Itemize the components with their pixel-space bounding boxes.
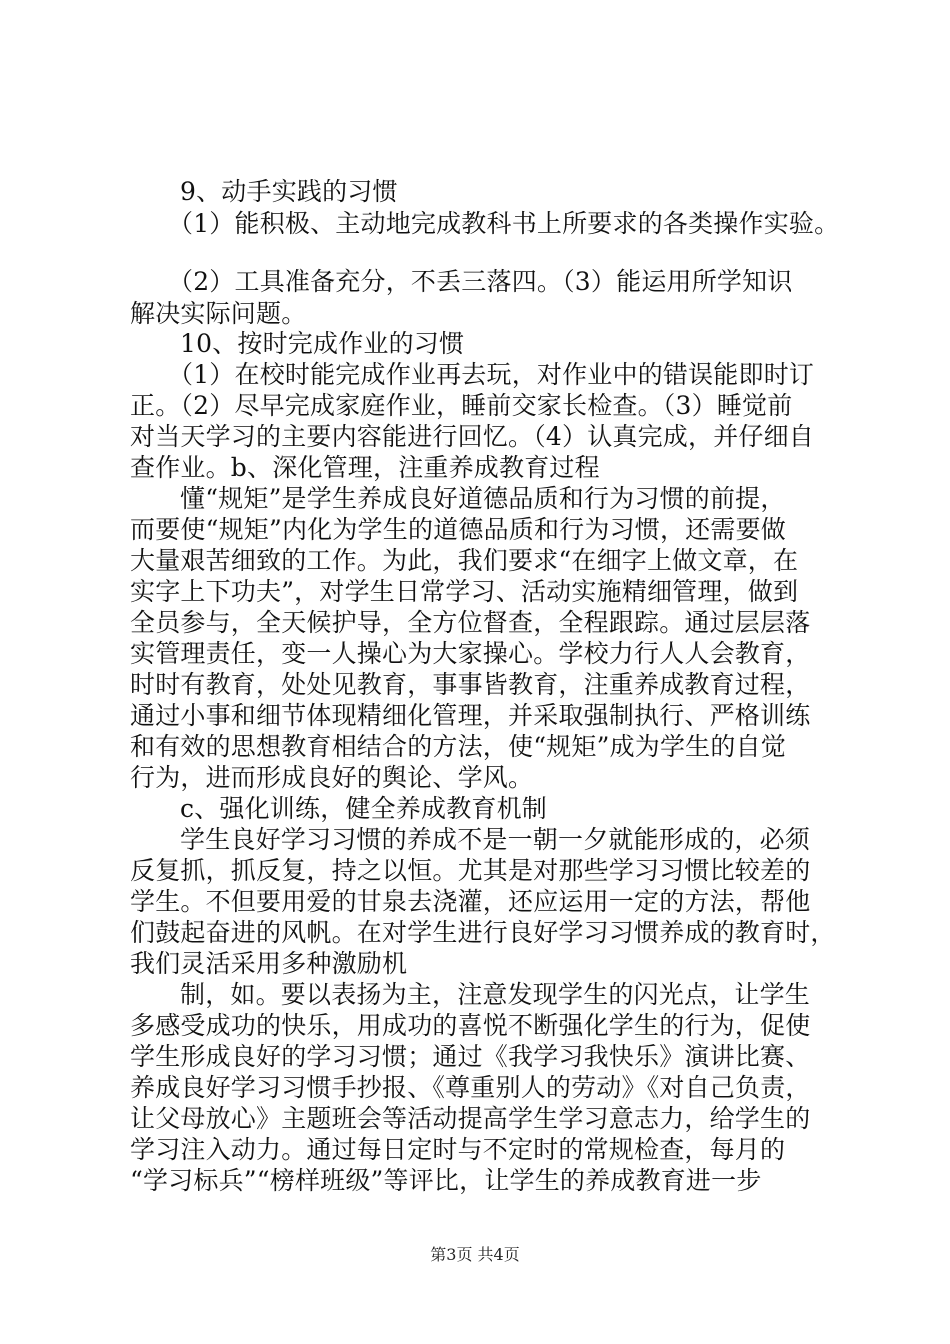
text-line: 和有效的思想教育相结合的方法，使“规矩”成为学生的自觉 xyxy=(130,732,786,761)
text-line: （2）工具准备充分，不丢三落四。（3）能运用所学知识 xyxy=(168,267,793,296)
text-line: 而要使“规矩”内化为学生的道德品质和行为习惯，还需要做 xyxy=(130,515,786,544)
text-line: （1）在校时能完成作业再去玩，对作业中的错误能即时订 xyxy=(168,360,815,389)
text-line: 懂“规矩”是学生养成良好道德品质和行为习惯的前提， xyxy=(180,484,786,513)
text-line: 反复抓，抓反复，持之以恒。尤其是对那些学习习惯比较差的 xyxy=(130,856,811,885)
text-line: 10、按时完成作业的习惯 xyxy=(180,329,465,358)
text-line: 9、动手实践的习惯 xyxy=(180,177,398,206)
text-line: 时时有教育，处处见教育，事事皆教育，注重养成教育过程， xyxy=(130,670,811,699)
text-line: 行为，进而形成良好的舆论、学风。 xyxy=(130,763,534,792)
text-line: 多感受成功的快乐，用成功的喜悦不断强化学生的行为，促使 xyxy=(130,1011,811,1040)
text-line: 学习注入动力。通过每日定时与不定时的常规检查，每月的 xyxy=(130,1135,786,1164)
page-number: 第3页 共4页 xyxy=(430,1245,520,1264)
text-line: 全员参与，全天候护导，全方位督查，全程跟踪。通过层层落 xyxy=(130,608,811,637)
text-line: 查作业。b、深化管理，注重养成教育过程 xyxy=(130,453,600,482)
text-line: 通过小事和细节体现精细化管理，并采取强制执行、严格训练 xyxy=(130,701,811,730)
text-line: 实管理责任，变一人操心为大家操心。学校力行人人会教育， xyxy=(130,639,811,668)
text-line: 我们灵活采用多种激励机 xyxy=(130,949,408,978)
text-line: 对当天学习的主要内容能进行回忆。（4）认真完成，并仔细自 xyxy=(130,422,815,451)
text-line: 制，如。要以表扬为主，注意发现学生的闪光点，让学生 xyxy=(180,980,811,1009)
text-line: 实字上下功夫”，对学生日常学习、活动实施精细管理，做到 xyxy=(130,577,799,606)
text-line: 学生形成良好的学习习惯；通过《我学习我快乐》演讲比赛、 xyxy=(130,1042,811,1071)
text-line: 学生良好学习习惯的养成不是一朝一夕就能形成的，必须 xyxy=(180,825,811,854)
text-line: 学生。不但要用爱的甘泉去浇灌，还应运用一定的方法，帮他 xyxy=(130,887,811,916)
text-line: 养成良好学习习惯手抄报、《尊重别人的劳动》《对自己负责， xyxy=(130,1073,811,1102)
text-line: （1）能积极、主动地完成教科书上所要求的各类操作实验。 xyxy=(168,209,840,238)
text-line: c、强化训练，健全养成教育机制 xyxy=(180,794,548,823)
text-line: “学习标兵”“榜样班级”等评比，让学生的养成教育进一步 xyxy=(130,1166,762,1195)
text-line: 让父母放心》主题班会等活动提高学生学习意志力，给学生的 xyxy=(130,1104,811,1133)
text-line: 们鼓起奋进的风帆。在对学生进行良好学习习惯养成的教育时， xyxy=(130,918,836,947)
text-line: 正。（2）尽早完成家庭作业，睡前交家长检查。（3）睡觉前 xyxy=(130,391,793,420)
text-line: 大量艰苦细致的工作。为此，我们要求“在细字上做文章，在 xyxy=(130,546,799,575)
text-line: 解决实际问题。 xyxy=(130,299,307,328)
